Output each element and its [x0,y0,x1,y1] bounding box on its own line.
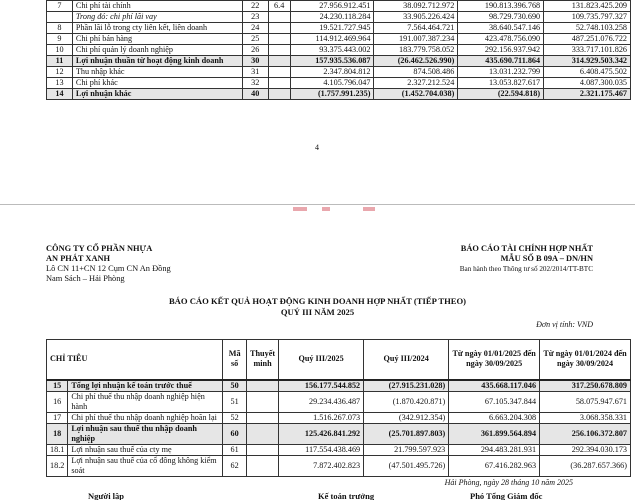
row-number: 9 [47,34,73,45]
value-ytd-2024: 292.394.030.173 [540,444,631,455]
row-code: 32 [242,78,268,89]
value-ytd-2024: 333.717.101.826 [544,45,631,56]
header-item: CHỈ TIÊU [47,340,223,380]
red-stamp-mark [322,207,330,211]
value-ytd-2024: 317.250.678.809 [540,380,631,392]
value-q3-2024: 21.799.597.923 [364,444,449,455]
value-q3-2025: (1.757.991.235) [290,89,374,100]
company-address-line1: Lô CN 11+CN 12 Cụm CN An Đồng [46,264,171,273]
value-q3-2025: 1.516.267.073 [279,412,364,423]
value-q3-2024: (342.912.354) [364,412,449,423]
value-ytd-2025: 423.478.756.090 [458,34,544,45]
value-q3-2025: 4.105.796.047 [290,78,374,89]
row-note [268,67,290,78]
row-note [268,78,290,89]
table-row [47,12,631,23]
header-code: Mã số [223,340,247,380]
value-ytd-2025: 13.031.232.799 [458,67,544,78]
report-header [460,244,593,274]
table-row [47,444,631,455]
value-ytd-2025: 38.640.547.146 [458,23,544,34]
value-q3-2024: (1.870.420.871) [364,391,449,412]
value-q3-2024: 38.092.712.972 [374,1,458,12]
value-ytd-2025: 98.729.730.690 [458,12,544,23]
row-label: Trong đó: chi phí lãi vay [72,12,242,23]
table-row [47,45,631,56]
value-q3-2024: 7.564.464.721 [374,23,458,34]
value-ytd-2025: 67.416.282.963 [449,455,540,476]
red-stamp-mark [293,207,307,211]
value-ytd-2024: 6.408.475.502 [544,67,631,78]
value-ytd-2024: 109.735.797.327 [544,12,631,23]
income-statement-table [46,339,631,477]
row-note [268,45,290,56]
row-note [268,56,290,67]
value-ytd-2025: 67.105.347.844 [449,391,540,412]
company-header [46,244,171,284]
table-row [47,412,631,423]
row-number: 11 [47,56,73,67]
row-note [268,12,290,23]
row-number: 17 [47,412,68,423]
value-q3-2025: 125.426.841.292 [279,423,364,444]
row-label: Chi phí quản lý doanh nghiệp [72,45,242,56]
value-q3-2025: 157.935.536.087 [290,56,374,67]
red-stamp-mark [363,207,375,211]
value-ytd-2025: 294.483.281.931 [449,444,540,455]
value-q3-2024: (25.701.897.803) [364,423,449,444]
row-code: 23 [242,12,268,23]
value-ytd-2024: 256.106.372.807 [540,423,631,444]
row-label: Lợi nhuận sau thuế thu nhập doanh nghiệp [68,423,223,444]
table-row [47,1,631,12]
value-ytd-2025: 190.813.396.768 [458,1,544,12]
row-number: 18.2 [47,455,68,476]
row-note: 6.4 [268,1,290,12]
row-number: 15 [47,380,68,392]
value-q3-2025: 29.234.436.487 [279,391,364,412]
header-note: Thuyết minh [247,340,279,380]
row-code: 40 [242,89,268,100]
row-number [47,12,73,23]
value-q3-2025: 27.956.912.451 [290,1,374,12]
value-ytd-2025: 6.663.204.308 [449,412,540,423]
row-note [268,34,290,45]
value-ytd-2025: 435.668.117.046 [449,380,540,392]
company-name-line1: CÔNG TY CỔ PHẦN NHỰA [46,244,153,253]
value-q3-2024: (26.462.526.990) [374,56,458,67]
row-note [247,444,279,455]
value-q3-2025: 24.230.118.284 [290,12,374,23]
row-code: 60 [223,423,247,444]
report-title: BÁO CÁO KẾT QUẢ HOẠT ĐỘNG KINH DOANH HỢP NHẤT (TIẾP THEO) [168,296,467,306]
table-row [47,380,631,392]
row-code: 61 [223,444,247,455]
signature-preparer: Người lập [88,491,125,500]
table-header-row [47,340,631,380]
row-number: 13 [47,78,73,89]
row-code: 25 [242,34,268,45]
value-ytd-2024: 52.748.103.258 [544,23,631,34]
value-q3-2025: 93.375.443.002 [290,45,374,56]
report-circular: Ban hành theo Thông tư số 202/2014/TT-BTC [459,265,593,273]
row-label: Chi phí thuế thu nhập doanh nghiệp hiện hành [68,391,223,412]
row-label: Phần lãi lỗ trong cty liên kết, liên doanh [72,23,242,34]
place-date: Hải Phòng, ngày 28 tháng 10 năm 2025 [444,478,573,487]
row-code: 26 [242,45,268,56]
value-ytd-2025: 292.156.937.942 [458,45,544,56]
row-label: Chi phí bán hàng [72,34,242,45]
row-number: 8 [47,23,73,34]
report-title-block [0,296,635,317]
value-q3-2025: 156.177.544.852 [279,380,364,392]
row-note [247,455,279,476]
row-label: Lợi nhuận sau thuế của cty mẹ [68,444,223,455]
row-number: 7 [47,1,73,12]
row-number: 18.1 [47,444,68,455]
value-ytd-2025: (22.594.818) [458,89,544,100]
row-label: Lợi nhuận thuần từ hoạt động kinh doanh [72,56,242,67]
row-label: Chi phí tài chính [72,1,242,12]
value-q3-2024: 2.327.212.524 [374,78,458,89]
value-q3-2024: (1.452.704.038) [374,89,458,100]
row-code: 22 [242,1,268,12]
row-note [247,380,279,392]
value-q3-2024: 33.905.226.424 [374,12,458,23]
header-q3-2025: Quý III/2025 [279,340,364,380]
row-label: Tổng lợi nhuận kế toán trước thuế [68,380,223,392]
income-statement-continued-table [46,0,631,100]
value-q3-2025: 117.554.438.469 [279,444,364,455]
currency-unit: Đơn vị tính: VND [536,320,593,329]
value-ytd-2025: 435.690.711.864 [458,56,544,67]
value-ytd-2024: 3.068.358.331 [540,412,631,423]
value-ytd-2024: 2.321.175.467 [544,89,631,100]
row-code: 51 [223,391,247,412]
row-code: 30 [242,56,268,67]
row-code: 62 [223,455,247,476]
value-ytd-2024: 487.251.076.722 [544,34,631,45]
value-q3-2025: 7.872.402.823 [279,455,364,476]
value-ytd-2024: 314.929.503.342 [544,56,631,67]
value-ytd-2025: 361.899.564.894 [449,423,540,444]
value-q3-2024: (27.915.231.028) [364,380,449,392]
row-number: 14 [47,89,73,100]
report-period: QUÝ III NĂM 2025 [280,306,355,317]
table-row [47,89,631,100]
row-note [247,391,279,412]
value-ytd-2025: 13.053.827.617 [458,78,544,89]
value-q3-2024: (47.501.495.726) [364,455,449,476]
header-ytd-2025: Từ ngày 01/01/2025 đến ngày 30/09/2025 [449,340,540,380]
table-row [47,423,631,444]
page-number: 4 [315,143,319,152]
value-ytd-2024: (36.287.657.366) [540,455,631,476]
value-q3-2025: 19.521.727.945 [290,23,374,34]
value-ytd-2024: 131.823.425.209 [544,1,631,12]
value-q3-2025: 2.347.804.812 [290,67,374,78]
row-note [247,412,279,423]
company-address-line2: Nam Sách – Hải Phòng [46,274,125,283]
row-code: 50 [223,380,247,392]
company-name-line2: AN PHÁT XANH [46,254,111,263]
row-code: 52 [223,412,247,423]
report-type: BÁO CÁO TÀI CHÍNH HỢP NHẤT [460,244,593,253]
value-ytd-2024: 4.087.300.035 [544,78,631,89]
table-row [47,23,631,34]
row-number: 10 [47,45,73,56]
table-row [47,56,631,67]
header-ytd-2024: Từ ngày 01/01/2024 đến ngày 30/09/2024 [540,340,631,380]
value-q3-2025: 114.912.469.964 [290,34,374,45]
value-q3-2024: 874.508.486 [374,67,458,78]
table-row [47,455,631,476]
row-note [268,23,290,34]
header-q3-2024: Quý III/2024 [364,340,449,380]
row-label: Chi phí thuế thu nhập doanh nghiệp hoãn lại [68,412,223,423]
table-row [47,391,631,412]
row-number: 16 [47,391,68,412]
row-code: 24 [242,23,268,34]
row-label: Lợi nhuận khác [72,89,242,100]
row-number: 18 [47,423,68,444]
signature-accountant: Kế toán trưởng [318,491,375,500]
table-row [47,78,631,89]
signature-director: Phó Tổng Giám đốc [470,491,543,500]
row-note [247,423,279,444]
table-row [47,34,631,45]
row-number: 12 [47,67,73,78]
row-code: 31 [242,67,268,78]
page-divider [0,204,635,205]
row-note [268,89,290,100]
report-form: MẪU SỐ B 09A – DN/HN [500,254,593,263]
value-ytd-2024: 58.075.947.671 [540,391,631,412]
table-row [47,67,631,78]
row-label: Chi phí khác [72,78,242,89]
value-q3-2024: 191.007.387.234 [374,34,458,45]
row-label: Thu nhập khác [72,67,242,78]
row-label: Lợi nhuận sau thuế của cổ đông không kiểm soát [68,455,223,476]
value-q3-2024: 183.779.758.052 [374,45,458,56]
